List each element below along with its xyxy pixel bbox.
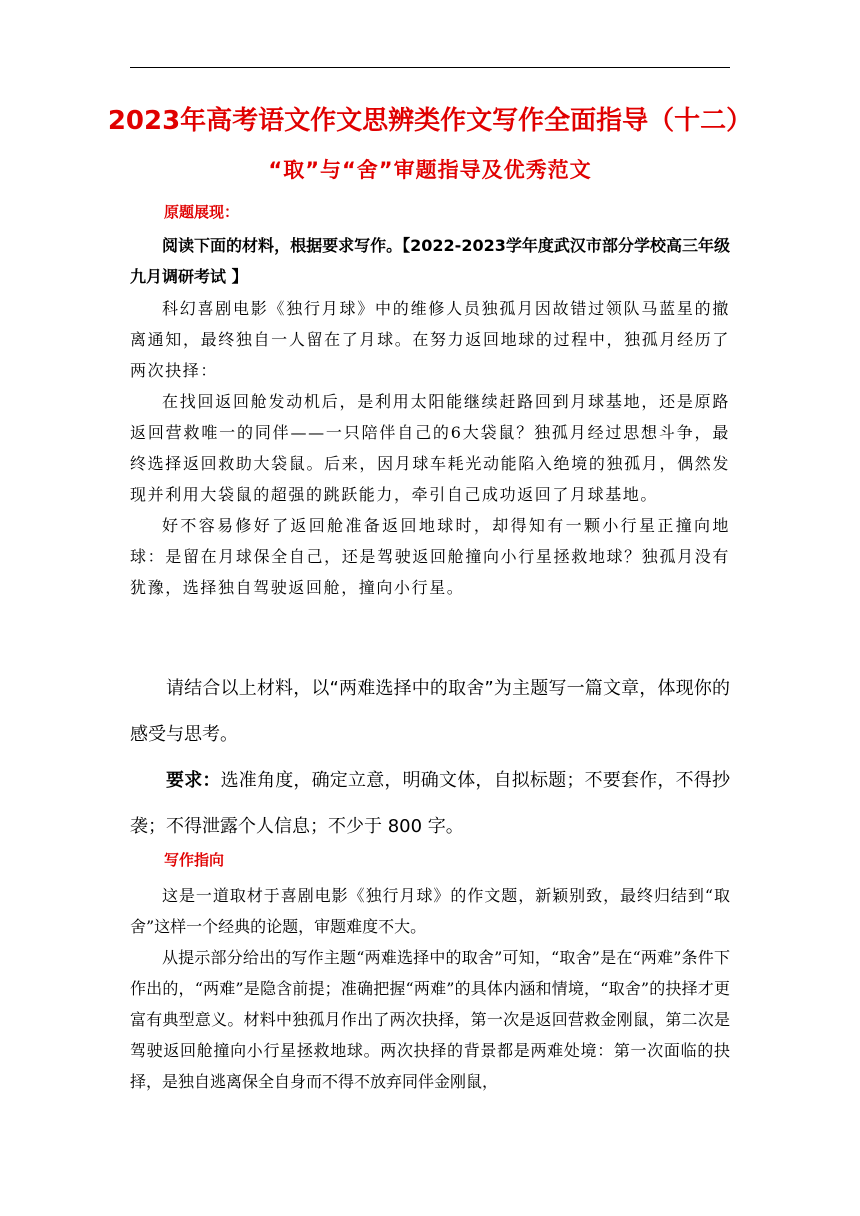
document-title: 2023年高考语文作文思辨类作文写作全面指导（十二） [107, 106, 753, 136]
task-block [130, 666, 730, 850]
guide-paragraph-1: 这是一道取材于喜剧电影《独行月球》的作文题，新颖别致，最终归结到“取舍”这样一个经典的论题，审题难度不大。 [130, 886, 730, 936]
requirement-label: 要求： [166, 770, 221, 791]
header-rule [130, 67, 730, 68]
requirement-text: 选准角度，确定立意，明确文体，自拟标题；不要套作，不得抄袭；不得泄露个人信息；不少于 800 字。 [130, 770, 731, 837]
guide-paragraph-2: 从提示部分给出的写作主题“两难选择中的取舍”可知，“取舍”是在“两难”条件下作出的，“两难”是隐含前提；准确把握“两难”的具体内涵和情境，“取舍”的抉择才更富有典型意义。材料中独孤月作出了两次抉择，第一次是返回营救金刚鼠，第二次是驾驶返回舱撞向小行星拯救地球。两次抉择的背景都是两难处境：第一次面临的抉择，是独自逃离保全自身而不得不放弃同伴金刚鼠， [130, 948, 730, 1091]
requirement-paragraph [130, 758, 730, 850]
material-paragraph-3: 好不容易修好了返回舱准备返回地球时，却得知有一颗小行星正撞向地球：是留在月球保全自己，还是驾驶返回舱撞向小行星拯救地球？独孤月没有犹豫，选择独自驾驶返回舱，撞向小行星。 [130, 516, 730, 597]
instruction-paragraph [130, 230, 730, 292]
guide-block [130, 880, 730, 1097]
material-block [130, 293, 730, 603]
instruction-text: 阅读下面的材料，根据要求写作。【2022-2023学年度武汉市部分学校高三年级九月调研考试 】 [130, 236, 730, 286]
material-paragraph-1: 科幻喜剧电影《独行月球》中的维修人员独孤月因故错过领队马蓝星的撤离通知，最终独自一人留在了月球。在努力返回地球的过程中，独孤月经历了两次抉择： [130, 299, 730, 380]
task-paragraph: 请结合以上材料，以“两难选择中的取舍”为主题写一篇文章，体现你的感受与思考。 [130, 678, 730, 745]
document-subtitle: “取”与“舍”审题指导及优秀范文 [268, 158, 592, 182]
section-guide-label: 写作指向 [164, 851, 225, 869]
material-paragraph-2: 在找回返回舱发动机后，是利用太阳能继续赶路回到月球基地，还是原路返回营救唯一的同伴——一只陪伴自己的6大袋鼠？独孤月经过思想斗争，最终选择返回救助大袋鼠。后来，因月球车耗光动能陷入绝境的独孤月，偶然发现并利用大袋鼠的超强的跳跃能力，牵引自己成功返回了月球基地。 [130, 392, 730, 504]
section-original-label: 原题展现： [164, 203, 240, 221]
